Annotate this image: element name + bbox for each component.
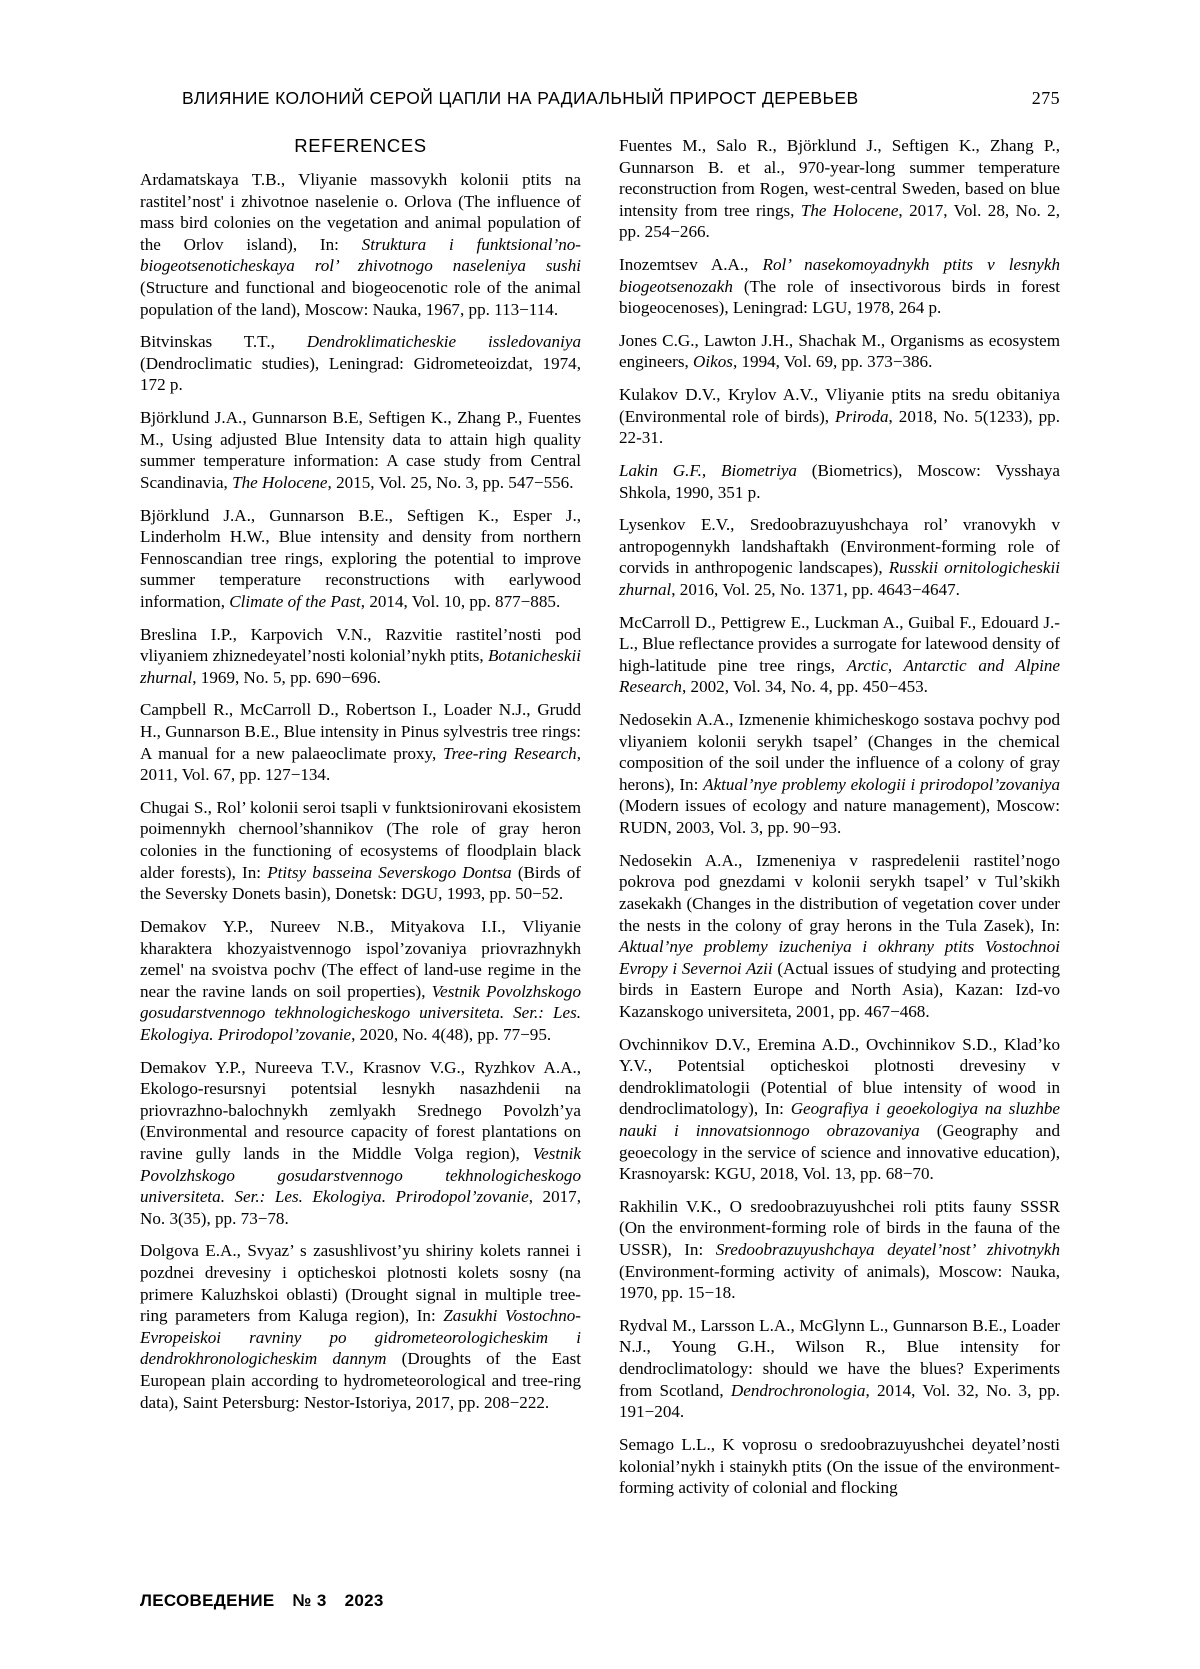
reference-entry: Semago L.L., K voprosu o sredoobrazuyushchei deyatel’nosti kolonial’nykh i stainykh ptits (On the issue of the environment-forming activity of colonial and flocking xyxy=(619,1434,1060,1498)
reference-entry: Ardamatskaya T.B., Vliyanie massovykh kolonii ptits na rastitel’nost' i zhivotnoe naselenie o. Orlova (The influence of mass bird colonies on the vegetation and animal population of the Orlov island), In: Struktura i funktsional’no-biogeotsenoticheskaya rol’ zhivotnogo naseleniya sushi (Structure and functional and biogeocenotic role of the animal population of the land), Moscow: Nauka, 1967, pp. 113−114. xyxy=(140,170,581,319)
reference-entry: Demakov Y.P., Nureev N.B., Mityakova I.I., Vliyanie kharaktera khozyaistvennogo ispol’zovaniya priovrazhnykh zemel' na svoistva pochv (The effect of land-use regime in the near the ravine lands on soil properties), Vestnik Povolzhskogo gosudarstvennogo tekhnologicheskogo universiteta. Ser.: Les. Ekologiya. Prirodopol’zovanie, 2020, No. 4(48), pp. 77−95. xyxy=(140,916,581,1044)
reference-entry: Lakin G.F., Biometriya (Biometrics), Moscow: Vysshaya Shkola, 1990, 351 p. xyxy=(619,460,1060,502)
reference-entry: Björklund J.A., Gunnarson B.E., Seftigen K., Esper J., Linderholm H.W., Blue intensity and density from northern Fennoscandian tree rings, exploring the potential to improve summer temperature reconstructions with earlywood information, Climate of the Past, 2014, Vol. 10, pp. 877−885. xyxy=(140,505,581,611)
reference-entry: Chugai S., Rol’ kolonii seroi tsapli v funktsionirovani ekosistem poimennykh chernool’shannikov (The role of gray heron colonies in the functioning of ecosystems of floodplain black alder forests), In: Ptitsy basseina Severskogo Dontsa (Birds of the Seversky Donets basin), Donetsk: DGU, 1993, pp. 50−52. xyxy=(140,797,581,904)
running-head-title: ВЛИЯНИЕ КОЛОНИЙ СЕРОЙ ЦАПЛИ НА РАДИАЛЬНЫЙ ПРИРОСТ ДЕРЕВЬЕВ xyxy=(182,88,859,108)
section-title: REFERENCES xyxy=(294,135,427,156)
page-number: 275 xyxy=(1031,88,1060,108)
reference-entry: Nedosekin A.A., Izmeneniya v raspredelenii rastitel’nogo pokrova pod gnezdami v kolonii serykh tsapel’ v Tul’skikh zasekakh (Changes in the distribution of vegetation cover under the nests in the colony of gray herons in the Tula Zasek), In: Aktual’nye problemy izucheniya i okhrany ptits Vostochnoi Evropy i Severnoi Azii (Actual issues of studying and protecting birds in Eastern Europe and North Asia), Kazan: Izd-vo Kazanskogo universiteta, 2001, pp. 467−468. xyxy=(619,850,1060,1021)
reference-entry: Rakhilin V.K., O sredoobrazuyushchei roli ptits fauny SSSR (On the environment-forming role of birds in the fauna of the USSR), In: Sredoobrazuyushchaya deyatel’nost’ zhivotnykh (Environment-forming activity of animals), Moscow: Nauka, 1970, pp. 15−18. xyxy=(619,1196,1061,1303)
footer-year: 2023 xyxy=(344,1591,384,1610)
reference-entry: Breslina I.P., Karpovich V.N., Razvitie rastitel’nosti pod vliyaniem zhiznedeyatel’nosti kolonial’nykh ptits, Botanicheskii zhurnal, 1969, No. 5, pp. 690−696. xyxy=(140,624,582,687)
reference-entry: Fuentes M., Salo R., Björklund J., Seftigen K., Zhang P., Gunnarson B. et al., 970-year-long summer temperature reconstruction from Rogen, west-central Sweden, based on blue intensity from tree rings, The Holocene, 2017, Vol. 28, No. 2, pp. 254−266. xyxy=(619,136,1060,242)
page-footer xyxy=(140,1591,384,1611)
reference-entry: Kulakov D.V., Krylov A.V., Vliyanie ptits na sredu obitaniya (Environmental role of birds), Priroda, 2018, No. 5(1233), pp. 22-31. xyxy=(619,385,1060,448)
reference-entry: McCarroll D., Pettigrew E., Luckman A., Guibal F., Edouard J.-L., Blue reflectance provides a surrogate for latewood density of high-latitude pine tree rings, Arctic, Antarctic and Alpine Research, 2002, Vol. 34, No. 4, pp. 450−453. xyxy=(619,612,1060,697)
reference-list-right xyxy=(619,135,1060,1499)
reference-entry: Dolgova E.A., Svyaz’ s zasushlivost’yu shiriny kolets rannei i pozdnei drevesiny i opticheskoi plotnosti kolets sosny (na primere Kaluzhskoi oblasti) (Drought signal in multiple tree-ring parameters from Kaluga region), In: Zasukhi Vostochno-Evropeiskoi ravniny po gidrometeorologicheskim i dendrokhronologicheskim dannym (Droughts of the East European plain according to hydrometeorological and tree-ring data), Saint Petersburg: Nestor-Istoriya, 2017, pp. 208−222. xyxy=(140,1241,582,1412)
footer-issue: № 3 xyxy=(292,1591,327,1610)
reference-entry: Nedosekin A.A., Izmenenie khimicheskogo sostava pochvy pod vliyaniem kolonii serykh tsapel’ (Changes in the chemical composition of the soil under the influence of a colony of gray herons), In: Aktual’nye problemy ekologii i prirodopol’zovaniya (Modern issues of ecology and nature management), Moscow: RUDN, 2003, Vol. 3, pp. 90−93. xyxy=(619,710,1060,838)
reference-entry: Ovchinnikov D.V., Eremina A.D., Ovchinnikov S.D., Klad’ko Y.V., Potentsial opticheskoi plotnosti drevesiny v dendroklimatologii (Potential of blue intensity of wood in dendroclimatology), In: Geografiya i geoekologiya na sluzhbe nauki i innovatsionnogo obrazovaniya (Geography and geoecology in the service of science and innovative education), Krasnoyarsk: KGU, 2018, Vol. 13, pp. 68−70. xyxy=(619,1034,1061,1184)
two-column-body xyxy=(140,135,1060,1510)
footer-journal-name: ЛЕСОВЕДЕНИЕ xyxy=(140,1591,275,1610)
reference-entry: Lysenkov E.V., Sredoobrazuyushchaya rol’ vranovykh v antropogennykh landshaftakh (Environment-forming role of corvids in anthropogenic landscapes), Russkii ornitologicheskii zhurnal, 2016, Vol. 25, No. 1371, pp. 4643−4647. xyxy=(619,515,1060,599)
reference-entry: Bitvinskas T.T., Dendroklimaticheskie issledovaniya (Dendroclimatic studies), Leningrad: Gidrometeoizdat, 1974, 172 p. xyxy=(140,332,581,395)
reference-entry: Björklund J.A., Gunnarson B.E, Seftigen K., Zhang P., Fuentes M., Using adjusted Blue Intensity data to attain high quality summer temperature information: A case study from Central Scandinavia, The Holocene, 2015, Vol. 25, No. 3, pp. 547−556. xyxy=(140,408,581,492)
left-column xyxy=(140,135,581,1424)
reference-entry: Campbell R., McCarroll D., Robertson I., Loader N.J., Grudd H., Gunnarson B.E., Blue intensity in Pinus sylvestris tree rings: A manual for a new palaeoclimate proxy, Tree-ring Research, 2011, Vol. 67, pp. 127−134. xyxy=(140,700,582,785)
right-column xyxy=(619,135,1060,1510)
reference-list-left xyxy=(140,169,581,1413)
running-head xyxy=(140,88,1060,109)
reference-entry: Rydval M., Larsson L.A., McGlynn L., Gunnarson B.E., Loader N.J., Young G.H., Wilson R., Blue intensity for dendroclimatology: should we have the blues? Experiments from Scotland, Dendrochronologia, 2014, Vol. 32, No. 3, pp. 191−204. xyxy=(619,1315,1061,1422)
reference-entry: Jones C.G., Lawton J.H., Shachak M., Organisms as ecosystem engineers, Oikos, 1994, Vol. 69, pp. 373−386. xyxy=(619,330,1060,372)
reference-entry: Inozemtsev A.A., Rol’ nasekomoyadnykh ptits v lesnykh biogeotsenozakh (The role of insectivorous birds in forest biogeocenoses), Leningrad: LGU, 1978, 264 p. xyxy=(619,255,1060,318)
reference-entry: Demakov Y.P., Nureeva T.V., Krasnov V.G., Ryzhkov A.A., Ekologo-resursnyi potentsial lesnykh nasazhdenii na priovrazhno-balochnykh zemlyakh Srednego Povolzh’ya (Environmental and resource capacity of forest plantations on ravine gully lands in the Middle Volga region), Vestnik Povolzhskogo gosudarstvennogo tekhnologicheskogo universiteta. Ser.: Les. Ekologiya. Prirodopol’zovanie, 2017, No. 3(35), pp. 73−78. xyxy=(140,1057,581,1228)
